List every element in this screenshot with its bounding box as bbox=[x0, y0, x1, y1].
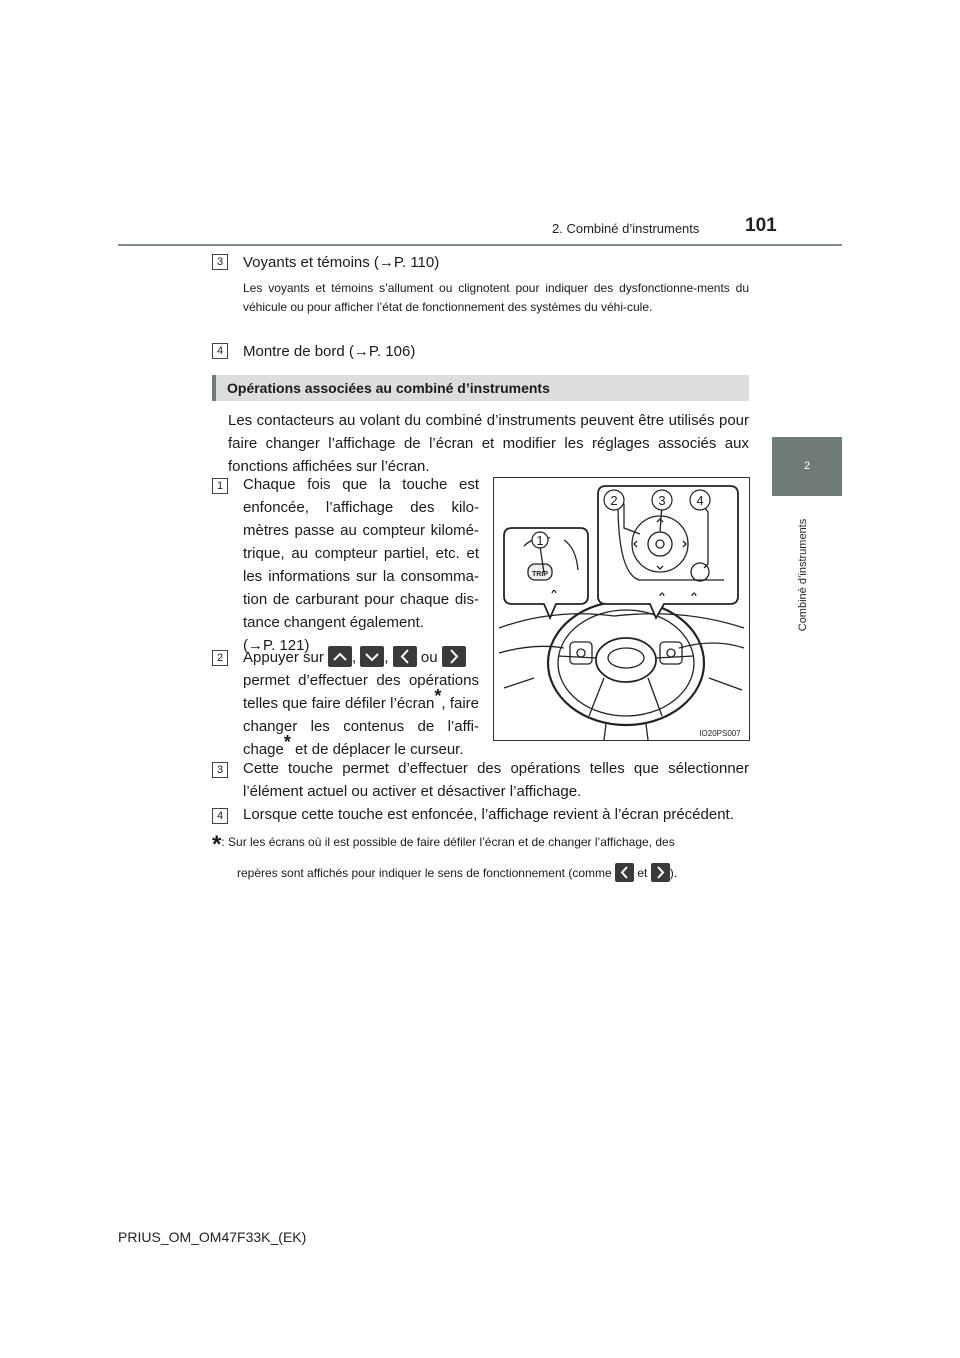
up-button-icon bbox=[328, 646, 352, 667]
footnote-star: * bbox=[212, 831, 222, 858]
section-heading: Opérations associées au combiné d’instruments bbox=[212, 375, 749, 401]
arrow-symbol: → bbox=[378, 254, 394, 271]
op-text-4: Lorsque cette touche est enfoncée, l’affichage revient à l’écran précédent. bbox=[243, 806, 734, 823]
left-button-icon bbox=[615, 863, 634, 882]
arrow-symbol: → bbox=[248, 637, 263, 654]
footnote-line1: : Sur les écrans où il est possible de faire défiler l’écran et de changer l’affichage, des bbox=[221, 835, 675, 849]
item-title-lights: Voyants et témoins (→P. 110) bbox=[243, 254, 440, 271]
op-number-3: 3 bbox=[212, 762, 228, 778]
figure-code: IO20PS007 bbox=[699, 729, 741, 738]
page-number: 101 bbox=[745, 215, 777, 236]
op-text-3: Cette touche permet d’effectuer des opérations telles que sélectionner l’élément actuel ou activer et désactiver l’affichage. bbox=[243, 760, 749, 800]
op-text-1: Chaque fois que la touche est enfoncée, l’affichage des kilo-mètres passe au compteur kilomé-trique, au compteur partiel, etc. et les informations sur la consomma-tion de carburant pour chaque dis-tance changent également. (→P. 121) bbox=[243, 476, 479, 654]
down-button-icon bbox=[360, 646, 384, 667]
steering-wheel-illustration bbox=[494, 478, 749, 740]
trip-label: TRIP bbox=[532, 571, 548, 578]
callout-3: 3 bbox=[658, 493, 666, 508]
op-text-2-body: permet d’effectuer des opérations telles que faire défiler l’écran*, faire changer les contenus de l’affi-chage* et de déplacer le curseur. bbox=[243, 672, 480, 758]
item-title-clock: Montre de bord (→P. 106) bbox=[243, 343, 416, 360]
op-number-2: 2 bbox=[212, 650, 228, 666]
item-desc-lights: Les voyants et témoins s’allument ou clignotent pour indiquer des dysfonctionne-ments du véhicule ou pour afficher l’état de fonctionnement des systèmes du véhi-cule. bbox=[243, 281, 749, 314]
chapter-tab: 2 bbox=[772, 437, 842, 495]
right-button-icon bbox=[442, 646, 466, 667]
steering-wheel-figure bbox=[493, 477, 750, 741]
item-number-3: 3 bbox=[212, 254, 228, 270]
left-button-icon bbox=[393, 646, 417, 667]
callout-4: 4 bbox=[696, 493, 704, 508]
callout-2: 2 bbox=[610, 493, 618, 508]
section-intro: Les contacteurs au volant du combiné d’instruments peuvent être utilisés pour faire changer l’affichage de l’écran et modifier les réglages associés aux fonctions affichées sur l’écran. bbox=[228, 412, 749, 475]
footnote bbox=[212, 831, 752, 858]
right-button-icon bbox=[651, 863, 670, 882]
item-number-4: 4 bbox=[212, 343, 228, 359]
footnote-line2: repères sont affichés pour indiquer le sens de fonctionnement (comme et ). bbox=[237, 862, 757, 884]
section-title: 2. Combiné d’instruments bbox=[552, 221, 700, 236]
header-divider bbox=[118, 244, 842, 246]
callout-1: 1 bbox=[536, 533, 544, 548]
op-text-2-line1: Appuyer sur , , ou bbox=[243, 646, 479, 669]
arrow-symbol: → bbox=[353, 343, 369, 360]
document-code: PRIUS_OM_OM47F33K_(EK) bbox=[118, 1229, 307, 1245]
chapter-title: Combiné d’instruments bbox=[797, 518, 809, 632]
chapter-tab-divider bbox=[772, 495, 842, 496]
op-number-1: 1 bbox=[212, 478, 228, 494]
chapter-side-label bbox=[797, 505, 813, 645]
op-number-4: 4 bbox=[212, 808, 228, 824]
